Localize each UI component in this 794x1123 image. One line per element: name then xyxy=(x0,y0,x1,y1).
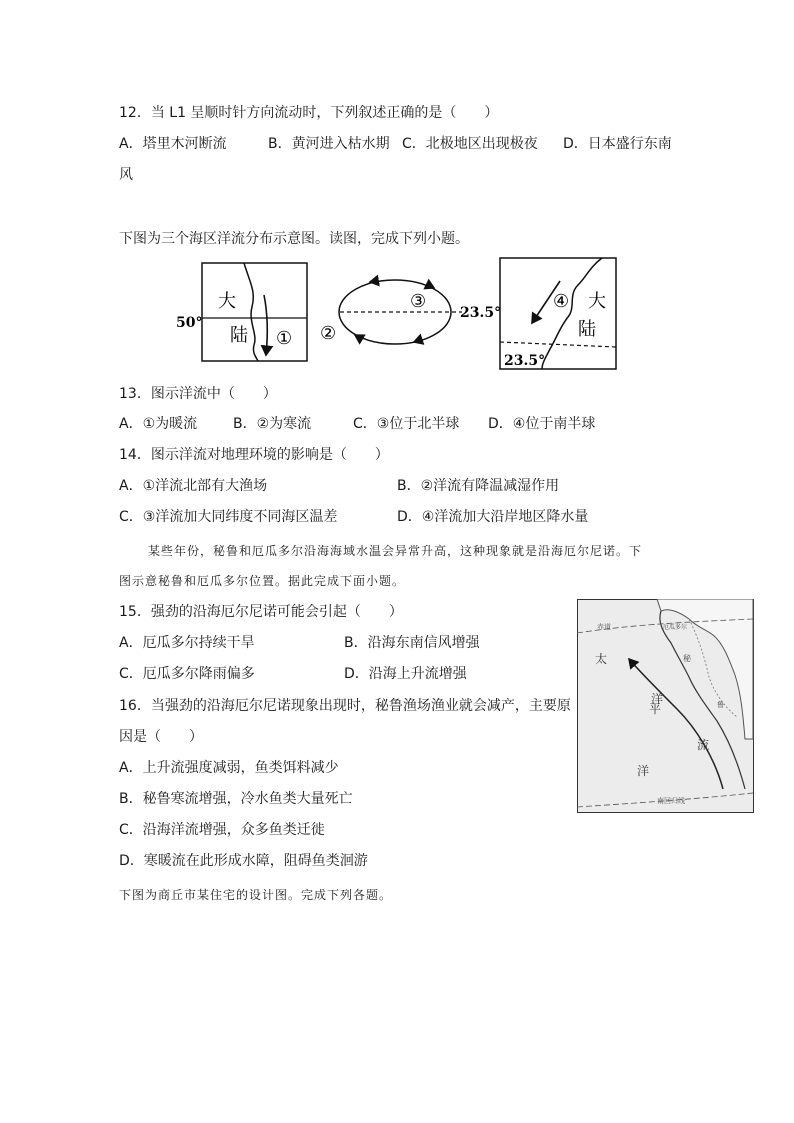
current-3-label: ③ xyxy=(410,291,427,312)
intro-el-nino-line1: 某些年份，秘鲁和厄瓜多尔沿海海域水温会异常升高，这种现象就是沿海厄尔尼诺。下 xyxy=(148,544,643,558)
lat-50-label: 50° xyxy=(176,315,203,331)
q16-stem-line2: 因是（ ） xyxy=(119,729,203,745)
ocean-char-ping: 平 xyxy=(649,702,662,716)
q13-stem: 13．图示洋流中（ ） xyxy=(119,386,277,402)
ocean-current-figure xyxy=(170,255,620,373)
ecuador-label: 厄瓜多尔 xyxy=(663,624,688,631)
right-continent-bottom: 陆 xyxy=(578,319,596,340)
ocean-char-yang2: 洋 xyxy=(637,764,650,778)
mid-lat-label: 23.5° xyxy=(460,305,502,321)
current-1-arrow xyxy=(264,295,267,355)
ocean-char-yang: 洋 xyxy=(651,692,664,706)
q13-option-c: C．③位于北半球 xyxy=(353,416,460,432)
intro-el-nino-line2: 图示意秘鲁和厄瓜多尔位置。据此完成下面小题。 xyxy=(119,574,406,588)
ocean-char-tai: 太 xyxy=(595,652,608,666)
right-lat-dashed-line xyxy=(500,342,616,347)
q12-stem: 12．当 L1 呈顺时针方向流动时，下列叙述正确的是（ ） xyxy=(119,105,499,121)
current-1-label: ① xyxy=(276,328,293,349)
q15-option-a: A．厄瓜多尔持续干旱 xyxy=(119,635,255,651)
peru-ecuador-map xyxy=(577,599,754,813)
q16-stem-line1: 16．当强劲的沿海厄尔尼诺现象出现时，秘鲁渔场渔业就会减产，主要原 xyxy=(119,698,571,714)
q14-option-a: A．①洋流北部有大渔场 xyxy=(119,478,268,494)
q16-option-d: D．寒暖流在此形成水障，阻碍鱼类洄游 xyxy=(119,853,368,869)
q14-option-d: D．④洋流加大沿岸地区降水量 xyxy=(397,509,589,525)
q12-option-a: A．塔里木河断流 xyxy=(119,136,227,152)
continent-bottom-label: 陆 xyxy=(230,325,248,346)
left-coastline xyxy=(244,263,258,361)
q12-option-c: C．北极地区出现极夜 xyxy=(402,136,538,152)
right-lat-label: 23.5° xyxy=(504,353,546,369)
q16-option-b: B．秘鲁寒流增强，冷水鱼类大量死亡 xyxy=(119,791,353,807)
q13-option-b: B．②为寒流 xyxy=(233,416,312,432)
q12-option-d: D．日本盛行东南 xyxy=(563,136,672,152)
q12-option-d-cont: 风 xyxy=(119,167,133,183)
right-coastline xyxy=(542,258,602,369)
current-2-label: ② xyxy=(320,323,337,344)
tropic-label: 南回归线 xyxy=(657,797,685,805)
q15-option-b: B．沿海东南信风增强 xyxy=(344,635,480,651)
q13-option-d: D．④位于南半球 xyxy=(488,416,596,432)
q13-option-a: A．①为暖流 xyxy=(119,416,198,432)
q15-option-c: C．厄瓜多尔降雨偏多 xyxy=(119,666,255,682)
q14-option-c: C．③洋流加大同纬度不同海区温差 xyxy=(119,509,338,525)
equator-label: 赤道 xyxy=(597,623,611,631)
q12-option-b: B．黄河进入枯水期 xyxy=(268,136,390,152)
right-continent-top: 大 xyxy=(588,291,606,312)
q15-option-d: D．沿海上升流增强 xyxy=(344,666,467,682)
q14-option-b: B．②洋流有降温减湿作用 xyxy=(397,478,560,494)
lu-label: 鲁 xyxy=(717,701,724,709)
q14-stem: 14．图示洋流对地理环境的影响是（ ） xyxy=(119,447,389,463)
ocean-char-liu: 流 xyxy=(697,738,710,752)
q15-stem: 15．强劲的沿海厄尔尼诺可能会引起（ ） xyxy=(119,604,403,620)
outro-house-design: 下图为商丘市某住宅的设计图。完成下列各题。 xyxy=(119,888,393,902)
intro-ocean-currents: 下图为三个海区洋流分布示意图。读图，完成下列小题。 xyxy=(119,231,469,247)
q16-option-a: A．上升流强度减弱，鱼类饵料减少 xyxy=(119,760,339,776)
current-4-label: ④ xyxy=(553,291,570,312)
continent-top-label: 大 xyxy=(218,291,236,312)
q16-option-c: C．沿海洋流增强，众多鱼类迁徙 xyxy=(119,822,325,838)
peru-label: 秘 xyxy=(683,654,691,663)
